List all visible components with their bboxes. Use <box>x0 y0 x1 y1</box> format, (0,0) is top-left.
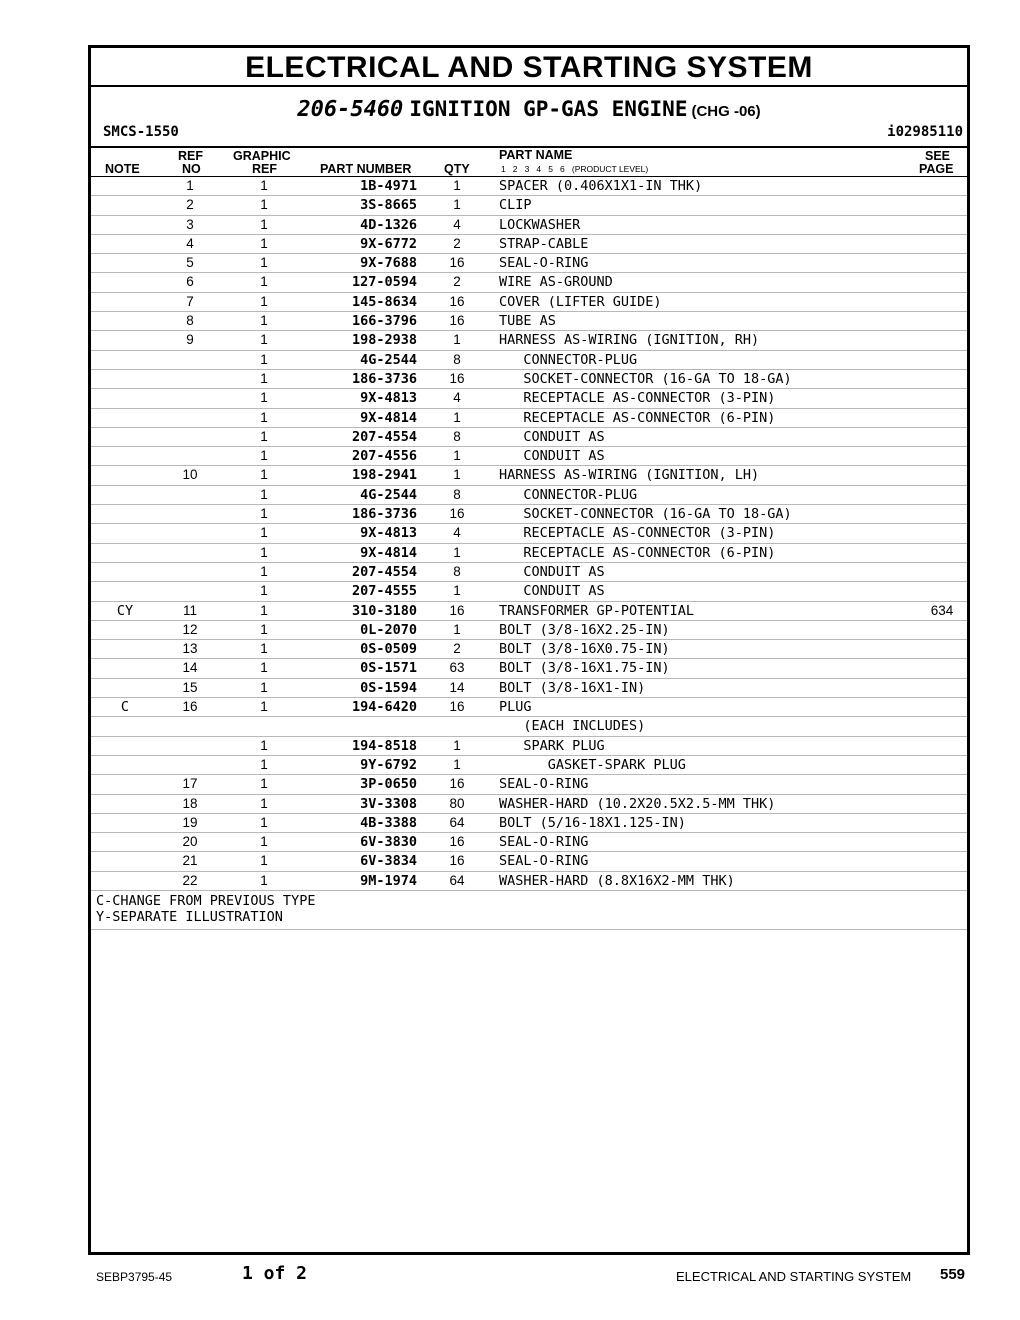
qty-cell: 16 <box>449 506 465 522</box>
part-name-cell: HARNESS AS-WIRING (IGNITION, RH) <box>499 332 760 349</box>
graphic-ref-cell: 1 <box>260 506 268 522</box>
graphic-ref-cell: 1 <box>260 602 268 618</box>
part-number-cell: 9Y-6792 <box>360 756 417 773</box>
part-number-cell: 3S-8665 <box>360 197 417 214</box>
part-name-cell: BOLT (3/8-16X2.25-IN) <box>499 621 670 638</box>
part-name-cell: SEAL-O-RING <box>499 834 589 851</box>
table-row <box>91 814 967 833</box>
part-number-cell: 198-2938 <box>351 332 417 349</box>
table-row <box>91 833 967 852</box>
col-note: NOTE <box>105 162 140 176</box>
graphic-ref-cell: 1 <box>260 332 268 348</box>
part-number-cell: 9X-7688 <box>360 255 417 272</box>
part-number-cell: 9X-4814 <box>360 409 417 426</box>
part-name-cell: SPACER (0.406X1X1-IN THK) <box>499 178 703 194</box>
part-number-cell: 9M-1974 <box>360 872 417 889</box>
table-row <box>91 582 967 601</box>
part-number-cell: 9X-4814 <box>360 544 417 561</box>
graphic-ref-cell: 1 <box>260 486 268 502</box>
part-number-cell: 4B-3388 <box>360 814 417 831</box>
part-number-cell: 145-8634 <box>351 293 417 310</box>
part-number-cell: 0S-1594 <box>360 679 417 696</box>
ref-no-cell: 18 <box>182 795 198 811</box>
part-name-cell: GASKET-SPARK PLUG <box>499 756 686 773</box>
table-row <box>91 524 967 543</box>
footer-section: ELECTRICAL AND STARTING SYSTEM <box>676 1269 912 1284</box>
qty-cell: 64 <box>449 872 465 888</box>
graphic-ref-cell: 1 <box>260 583 268 599</box>
part-number-cell: 194-8518 <box>351 737 417 754</box>
part-name-cell: WASHER-HARD (10.2X20.5X2.5-MM THK) <box>499 795 776 812</box>
page-footer <box>0 1263 1020 1293</box>
part-name-cell: CONDUIT AS <box>499 428 605 445</box>
table-row <box>91 621 967 640</box>
col-see-top: SEE <box>925 149 951 163</box>
qty-cell: 1 <box>453 409 461 425</box>
qty-cell: 1 <box>453 756 461 772</box>
qty-cell: 1 <box>453 178 461 193</box>
ref-no-cell: 8 <box>186 313 194 329</box>
part-number-cell: 207-4556 <box>351 448 417 465</box>
table-row <box>91 351 967 370</box>
graphic-ref-cell: 1 <box>260 525 268 541</box>
part-number-cell: 207-4555 <box>351 583 417 600</box>
table-row <box>91 659 967 678</box>
table-row <box>91 466 967 485</box>
col-ref-bottom: NO <box>182 162 201 176</box>
col-see-bottom: PAGE <box>919 162 954 176</box>
table-row <box>91 698 967 717</box>
part-number-cell: 1B-4971 <box>360 178 417 194</box>
qty-cell: 16 <box>449 293 465 309</box>
part-name-cell: SEAL-O-RING <box>499 255 589 272</box>
part-number-cell: 0S-1571 <box>360 660 417 677</box>
qty-cell: 16 <box>449 602 465 618</box>
graphic-ref-cell: 1 <box>260 351 268 367</box>
table-row <box>91 640 967 659</box>
graphic-ref-cell: 1 <box>260 853 268 869</box>
qty-cell: 8 <box>453 563 461 579</box>
qty-cell: 2 <box>453 235 461 251</box>
qty-cell: 16 <box>449 853 465 869</box>
ref-no-cell: 20 <box>182 834 198 850</box>
qty-cell: 8 <box>453 486 461 502</box>
part-number-cell: 3P-0650 <box>360 776 417 793</box>
ref-no-cell: 13 <box>182 641 198 657</box>
table-row <box>91 872 967 891</box>
part-name-cell: BOLT (5/16-18X1.125-IN) <box>499 814 686 831</box>
note-cell: C <box>120 699 130 716</box>
table-row <box>91 505 967 524</box>
part-name-cell: BOLT (3/8-16X0.75-IN) <box>499 641 670 658</box>
qty-cell: 80 <box>449 795 465 811</box>
table-row <box>91 852 967 871</box>
graphic-ref-cell: 1 <box>260 409 268 425</box>
col-ref-top: REF <box>178 149 203 163</box>
table-row <box>91 447 967 466</box>
qty-cell: 4 <box>453 390 461 406</box>
part-name-cell: WIRE AS-GROUND <box>499 274 613 291</box>
graphic-ref-cell: 1 <box>260 370 268 386</box>
ref-no-cell: 5 <box>186 255 194 271</box>
graphic-ref-cell: 1 <box>260 679 268 695</box>
qty-cell: 4 <box>453 525 461 541</box>
graphic-ref-cell: 1 <box>260 544 268 560</box>
part-number-cell: 9X-4813 <box>360 390 417 407</box>
table-row <box>91 602 967 621</box>
part-name-cell: CONNECTOR-PLUG <box>499 351 638 368</box>
qty-cell: 1 <box>453 544 461 560</box>
col-qty: QTY <box>444 162 470 176</box>
graphic-ref-cell: 1 <box>260 390 268 406</box>
graphic-ref-cell: 1 <box>260 872 268 888</box>
qty-cell: 14 <box>449 679 465 695</box>
ref-no-cell: 3 <box>186 216 194 232</box>
table-row <box>91 216 967 235</box>
part-name-cell: RECEPTACLE AS-CONNECTOR (3-PIN) <box>499 525 776 542</box>
table-row <box>91 756 967 775</box>
col-part-name: PART NAME <box>499 148 573 162</box>
graphic-ref-cell: 1 <box>260 814 268 830</box>
part-name-cell: RECEPTACLE AS-CONNECTOR (6-PIN) <box>499 544 776 561</box>
part-name-cell: (EACH INCLUDES) <box>499 718 646 735</box>
qty-cell: 16 <box>449 776 465 792</box>
part-name-cell: SEAL-O-RING <box>499 853 589 870</box>
qty-cell: 16 <box>449 255 465 271</box>
part-name-cell: HARNESS AS-WIRING (IGNITION, LH) <box>499 467 760 484</box>
part-number-cell: 186-3736 <box>351 506 417 523</box>
graphic-ref-cell: 1 <box>260 699 268 715</box>
graphic-ref-cell: 1 <box>260 428 268 444</box>
qty-cell: 4 <box>453 216 461 232</box>
ref-no-cell: 14 <box>182 660 198 676</box>
part-name-cell: BOLT (3/8-16X1-IN) <box>499 679 646 696</box>
table-row <box>91 312 967 331</box>
graphic-ref-cell: 1 <box>260 641 268 657</box>
part-name-cell: PLUG <box>499 699 532 716</box>
part-name-cell: RECEPTACLE AS-CONNECTOR (3-PIN) <box>499 390 776 407</box>
smcs-row <box>91 124 967 146</box>
table-row <box>91 428 967 447</box>
ref-no-cell: 16 <box>182 699 198 715</box>
table-row <box>91 486 967 505</box>
part-number-cell: 194-6420 <box>351 699 417 716</box>
part-number-cell: 4G-2544 <box>360 486 417 503</box>
table-row <box>91 795 967 814</box>
ref-no-cell: 9 <box>186 332 194 348</box>
qty-cell: 63 <box>449 660 465 676</box>
ref-no-cell: 19 <box>182 814 198 830</box>
qty-cell: 16 <box>449 834 465 850</box>
part-number-cell: 6V-3830 <box>360 834 417 851</box>
qty-cell: 8 <box>453 428 461 444</box>
table-row <box>91 717 967 736</box>
see-page-cell: 634 <box>930 602 954 618</box>
graphic-ref-cell: 1 <box>260 178 268 193</box>
part-name-cell: TRANSFORMER GP-POTENTIAL <box>499 602 695 619</box>
part-number-cell: 3V-3308 <box>360 795 417 812</box>
group-number: 206-5460 <box>297 97 404 122</box>
ref-no-cell: 7 <box>186 293 194 309</box>
table-header <box>91 146 967 177</box>
ref-no-cell: 4 <box>186 235 194 251</box>
table-row <box>91 409 967 428</box>
part-number-cell: 6V-3834 <box>360 853 417 870</box>
part-name-cell: BOLT (3/8-16X1.75-IN) <box>499 660 670 677</box>
qty-cell: 8 <box>453 351 461 367</box>
col-graphic-bottom: REF <box>252 162 277 176</box>
qty-cell: 1 <box>453 197 461 213</box>
ref-no-cell: 1 <box>186 178 194 193</box>
qty-cell: 1 <box>453 332 461 348</box>
table-row <box>91 177 967 196</box>
ref-no-cell: 12 <box>182 621 198 637</box>
part-number-cell: 186-3736 <box>351 370 417 387</box>
table-row <box>91 544 967 563</box>
qty-cell: 16 <box>449 313 465 329</box>
table-row <box>91 737 967 756</box>
group-name: IGNITION GP-GAS ENGINE <box>409 97 688 121</box>
part-name-cell: STRAP-CABLE <box>499 235 589 252</box>
table-row <box>91 235 967 254</box>
table-row <box>91 293 967 312</box>
ref-no-cell: 22 <box>182 872 198 888</box>
part-name-cell: LOCKWASHER <box>499 216 581 233</box>
qty-cell: 1 <box>453 737 461 753</box>
part-number-cell: 310-3180 <box>351 602 417 619</box>
graphic-ref-cell: 1 <box>260 293 268 309</box>
part-number-cell: 207-4554 <box>351 563 417 580</box>
illustration-id: i02985110 <box>887 124 963 140</box>
ref-no-cell: 17 <box>182 776 198 792</box>
graphic-ref-cell: 1 <box>260 660 268 676</box>
part-name-cell: CONNECTOR-PLUG <box>499 486 638 503</box>
part-number-cell: 4D-1326 <box>360 216 417 233</box>
ref-no-cell: 6 <box>186 274 194 290</box>
page-number: 559 <box>940 1266 966 1283</box>
smcs-code: SMCS-1550 <box>103 124 179 140</box>
graphic-ref-cell: 1 <box>260 756 268 772</box>
document-number: SEBP3795-45 <box>96 1270 173 1284</box>
qty-cell: 2 <box>453 641 461 657</box>
graphic-ref-cell: 1 <box>260 255 268 271</box>
graphic-ref-cell: 1 <box>260 563 268 579</box>
graphic-ref-cell: 1 <box>260 795 268 811</box>
part-number-cell: 207-4554 <box>351 428 417 445</box>
col-graphic-top: GRAPHIC <box>233 149 291 163</box>
table-row <box>91 196 967 215</box>
graphic-ref-cell: 1 <box>260 197 268 213</box>
part-number-cell: 166-3796 <box>351 313 417 330</box>
graphic-ref-cell: 1 <box>260 737 268 753</box>
part-name-cell: SOCKET-CONNECTOR (16-GA TO 18-GA) <box>499 506 792 523</box>
part-number-cell: 0S-0509 <box>360 641 417 658</box>
ref-no-cell: 21 <box>182 853 198 869</box>
graphic-ref-cell: 1 <box>260 621 268 637</box>
qty-cell: 1 <box>453 448 461 464</box>
ref-no-cell: 11 <box>182 602 197 618</box>
qty-cell: 64 <box>449 814 465 830</box>
graphic-ref-cell: 1 <box>260 313 268 329</box>
table-row <box>91 370 967 389</box>
part-name-cell: CONDUIT AS <box>499 448 605 465</box>
ref-no-cell: 2 <box>186 197 194 213</box>
qty-cell: 1 <box>453 621 461 637</box>
part-name-cell: SEAL-O-RING <box>499 776 589 793</box>
change-level: (CHG -06) <box>691 103 761 120</box>
part-number-cell: 9X-6772 <box>360 235 417 252</box>
table-row <box>91 254 967 273</box>
table-row <box>91 679 967 698</box>
part-name-cell: CLIP <box>499 197 532 214</box>
part-number-cell: 127-0594 <box>351 274 417 291</box>
graphic-ref-cell: 1 <box>260 467 268 483</box>
part-number-cell: 4G-2544 <box>360 351 417 368</box>
table-row <box>91 563 967 582</box>
parts-table-body <box>91 177 967 891</box>
table-row <box>91 389 967 408</box>
table-row <box>91 273 967 292</box>
qty-cell: 1 <box>453 467 461 483</box>
part-name-cell: SOCKET-CONNECTOR (16-GA TO 18-GA) <box>499 370 792 387</box>
part-name-cell: CONDUIT AS <box>499 563 605 580</box>
part-name-cell: RECEPTACLE AS-CONNECTOR (6-PIN) <box>499 409 776 426</box>
notes-legend <box>91 891 967 930</box>
part-name-cell: SPARK PLUG <box>499 737 605 754</box>
qty-cell: 1 <box>453 583 461 599</box>
part-number-cell: 9X-4813 <box>360 525 417 542</box>
parts-page-frame <box>88 45 970 1255</box>
qty-cell: 2 <box>453 274 461 290</box>
ref-no-cell: 10 <box>182 467 198 483</box>
page-title: ELECTRICAL AND STARTING SYSTEM <box>91 48 967 87</box>
page-of: 1 of 2 <box>242 1263 308 1284</box>
part-number-cell: 198-2941 <box>351 467 417 484</box>
table-row <box>91 775 967 794</box>
note-separate: Y-SEPARATE ILLUSTRATION <box>96 908 283 925</box>
graphic-ref-cell: 1 <box>260 834 268 850</box>
ref-no-cell: 15 <box>182 679 198 695</box>
qty-cell: 16 <box>449 370 465 386</box>
note-change: C-CHANGE FROM PREVIOUS TYPE <box>96 892 316 909</box>
table-row <box>91 331 967 350</box>
part-name-cell: CONDUIT AS <box>499 583 605 600</box>
qty-cell: 16 <box>449 699 465 715</box>
part-name-cell: WASHER-HARD (8.8X16X2-MM THK) <box>499 872 735 889</box>
part-number-cell: 0L-2070 <box>360 621 417 638</box>
graphic-ref-cell: 1 <box>260 216 268 232</box>
col-product-levels: 1 2 3 4 5 6 (PRODUCT LEVEL) <box>501 164 649 174</box>
graphic-ref-cell: 1 <box>260 448 268 464</box>
part-name-cell: COVER (LIFTER GUIDE) <box>499 293 662 310</box>
group-heading <box>91 94 967 124</box>
graphic-ref-cell: 1 <box>260 235 268 251</box>
note-cell: CY <box>116 602 134 619</box>
graphic-ref-cell: 1 <box>260 274 268 290</box>
graphic-ref-cell: 1 <box>260 776 268 792</box>
part-name-cell: TUBE AS <box>499 313 556 330</box>
col-part-number: PART NUMBER <box>320 162 412 176</box>
